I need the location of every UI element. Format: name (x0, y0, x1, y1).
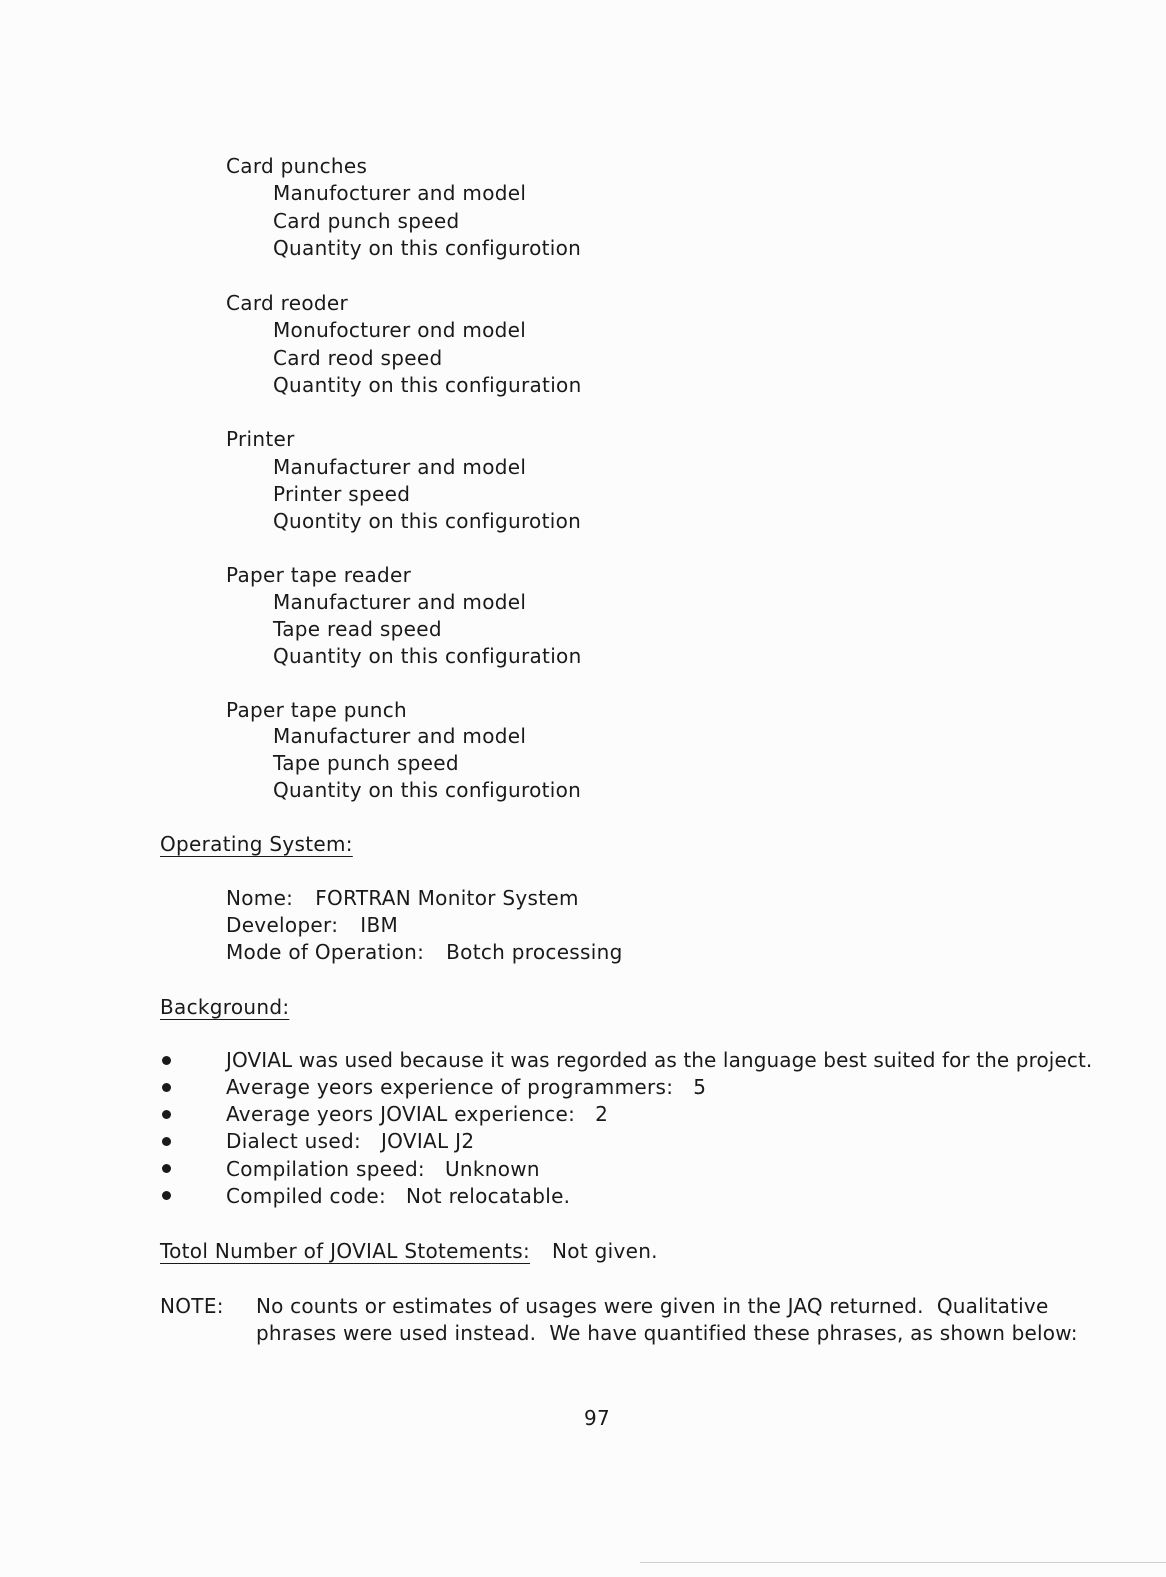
os-developer-row (226, 913, 398, 937)
page-number: 97 (584, 1406, 611, 1430)
bullet-icon (162, 1191, 171, 1200)
bullet-icon (162, 1083, 171, 1092)
bullet-icon (162, 1110, 171, 1119)
bullet-icon (162, 1164, 171, 1173)
os-name-value: FORTRAN Monitor System (315, 886, 579, 910)
list-item: Card reod speed (273, 346, 443, 370)
total-statements-row (160, 1239, 658, 1263)
os-mode-value: Botch processing (446, 940, 623, 964)
background-bullet-text: Compilation speed: Unknown (226, 1157, 540, 1181)
list-item: Quontity on this configurotion (273, 509, 582, 533)
background-bullet-text: Average yeors JOVIAL experience: 2 (226, 1102, 609, 1126)
bullet-icon (162, 1056, 171, 1065)
list-item: Tape read speed (273, 617, 442, 641)
note-text-line-1: No counts or estimates of usages were given in the JAQ returned. Qualitative (256, 1294, 1049, 1318)
background-bullet-text: Dialect used: JOVIAL J2 (226, 1129, 475, 1153)
os-developer-label: Developer: (226, 913, 339, 937)
list-item: Card punch speed (273, 209, 460, 233)
os-name-label: Nome: (226, 886, 294, 910)
note-text-line-2: phrases were used instead. We have quantified these phrases, as shown below: (256, 1321, 1078, 1345)
background-heading: Background: (160, 995, 290, 1019)
list-item: Tape punch speed (273, 751, 459, 775)
section-heading-paper-tape-reader: Paper tape reader (226, 563, 412, 587)
list-item: Quantity on this configurotion (273, 236, 582, 260)
bullet-icon (162, 1137, 171, 1146)
list-item: Manufacturer and model (273, 590, 527, 614)
list-item: Quantity on this configurotion (273, 778, 582, 802)
list-item: Printer speed (273, 482, 411, 506)
section-heading-card-reader: Card reoder (226, 291, 348, 315)
os-developer-value: IBM (360, 913, 399, 937)
background-bullet-text: Compiled code: Not relocatable. (226, 1184, 571, 1208)
os-mode-label: Mode of Operation: (226, 940, 425, 964)
section-heading-paper-tape-punch: Paper tape punch (226, 698, 407, 722)
os-mode-row (226, 940, 623, 964)
footer-rule (640, 1562, 1166, 1563)
background-bullet-text: Average yeors experience of programmers: 5 (226, 1075, 707, 1099)
total-statements-value: Not given. (552, 1239, 658, 1263)
operating-system-heading: Operating System: (160, 832, 353, 856)
os-name-row (226, 886, 579, 910)
section-heading-printer: Printer (226, 427, 295, 451)
list-item: Manufacturer and model (273, 724, 527, 748)
list-item: Manufocturer and model (273, 181, 527, 205)
list-item: Monufocturer ond model (273, 318, 527, 342)
list-item: Quantity on this configuration (273, 644, 582, 668)
list-item: Quantity on this configuration (273, 373, 582, 397)
total-statements-label: Totol Number of JOVIAL Stotements: (160, 1239, 531, 1263)
background-bullet-text: JOVIAL was used because it was regorded as the language best suited for the project. (226, 1048, 1093, 1072)
note-label: NOTE: (160, 1294, 224, 1318)
list-item: Manufacturer and model (273, 455, 527, 479)
section-heading-card-punches: Card punches (226, 154, 368, 178)
